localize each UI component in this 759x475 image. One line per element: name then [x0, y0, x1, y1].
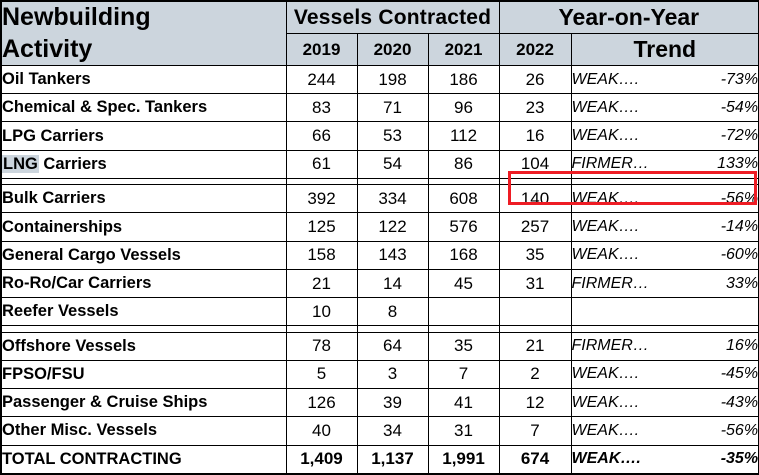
trend-word: FIRMER…	[571, 155, 649, 173]
cell-trend	[571, 389, 759, 417]
table-header	[1, 1, 759, 66]
cell-2019: 392	[286, 185, 357, 213]
cell-2021: 168	[428, 241, 499, 269]
total-2022: 674	[499, 445, 571, 474]
table-row[interactable]	[1, 241, 759, 269]
cell-2020: 64	[357, 332, 428, 360]
trend-pct: -54%	[720, 98, 759, 116]
table-row[interactable]	[1, 417, 759, 445]
cell-2021: 41	[428, 389, 499, 417]
cell-2022: 257	[499, 213, 571, 241]
table-row[interactable]	[1, 185, 759, 213]
cell-2020: 53	[357, 122, 428, 150]
cell-2020: 143	[357, 241, 428, 269]
table-body	[1, 66, 759, 475]
trend-word: WEAK….	[571, 98, 640, 116]
cell-2020: 8	[357, 298, 428, 326]
row-label: FPSO/FSU	[1, 360, 286, 388]
header-group-year-on-year: Year-on-Year	[499, 1, 759, 34]
cell-2021: 7	[428, 360, 499, 388]
total-2019: 1,409	[286, 445, 357, 474]
trend-word: WEAK….	[571, 218, 640, 236]
cell-2019: 125	[286, 213, 357, 241]
cell-2019: 5	[286, 360, 357, 388]
trend-word: WEAK….	[571, 127, 640, 145]
cell-trend	[571, 332, 759, 360]
cell-2021: 112	[428, 122, 499, 150]
cell-2020: 54	[357, 150, 428, 178]
trend-word: WEAK….	[571, 421, 640, 439]
trend-pct: 33%	[726, 274, 759, 292]
cell-2021: 45	[428, 269, 499, 297]
table-row-lng-carriers[interactable]	[1, 150, 759, 178]
trend-word: WEAK….	[571, 393, 640, 411]
trend-pct: -45%	[720, 365, 759, 383]
header-title-line1: Newbuilding	[2, 3, 151, 31]
header-title-line2: Activity	[2, 34, 93, 63]
trend-word: WEAK….	[571, 189, 640, 207]
cell-trend	[571, 150, 759, 178]
cell-2019: 244	[286, 66, 357, 94]
cell-2022: 23	[499, 94, 571, 122]
cell-2020: 198	[357, 66, 428, 94]
header-title	[1, 1, 286, 66]
cell-2019: 158	[286, 241, 357, 269]
cell-trend	[571, 360, 759, 388]
cell-2021: 96	[428, 94, 499, 122]
cell-2021: 31	[428, 417, 499, 445]
trend-word: WEAK….	[571, 365, 640, 383]
table-row[interactable]	[1, 94, 759, 122]
cell-trend	[571, 241, 759, 269]
trend-pct: 133%	[717, 155, 759, 173]
total-2020: 1,137	[357, 445, 428, 474]
table-row[interactable]	[1, 332, 759, 360]
row-label-total: TOTAL CONTRACTING	[1, 445, 286, 474]
cell-2020: 14	[357, 269, 428, 297]
cell-trend	[571, 417, 759, 445]
cell-2020: 3	[357, 360, 428, 388]
cell-2021: 576	[428, 213, 499, 241]
header-trend-label: Trend	[571, 34, 759, 66]
table-row[interactable]	[1, 389, 759, 417]
total-trend	[571, 445, 759, 474]
trend-word: WEAK….	[571, 246, 640, 264]
trend-pct: -14%	[720, 218, 759, 236]
trend-pct: -73%	[720, 70, 759, 88]
cell-trend	[571, 185, 759, 213]
trend-pct: -43%	[720, 393, 759, 411]
trend-pct: -56%	[720, 189, 759, 207]
cell-trend	[571, 94, 759, 122]
cell-2022: 140	[499, 185, 571, 213]
cell-2021: 35	[428, 332, 499, 360]
cell-2019: 126	[286, 389, 357, 417]
row-label: Oil Tankers	[1, 66, 286, 94]
cell-2019: 10	[286, 298, 357, 326]
row-label: Ro-Ro/Car Carriers	[1, 269, 286, 297]
table-row[interactable]	[1, 298, 759, 326]
cell-2022: 104	[499, 150, 571, 178]
trend-word: FIRMER…	[571, 274, 649, 292]
cell-2020: 122	[357, 213, 428, 241]
cell-trend	[571, 213, 759, 241]
cell-2019: 40	[286, 417, 357, 445]
row-label: General Cargo Vessels	[1, 241, 286, 269]
cell-2021: 608	[428, 185, 499, 213]
cell-2019: 78	[286, 332, 357, 360]
cell-trend	[571, 298, 759, 326]
trend-pct: 16%	[726, 337, 759, 355]
table-row[interactable]	[1, 360, 759, 388]
row-label-highlight: LNG	[3, 154, 38, 173]
row-label: Passenger & Cruise Ships	[1, 389, 286, 417]
cell-2021: 86	[428, 150, 499, 178]
table-row[interactable]	[1, 122, 759, 150]
header-year-2020: 2020	[357, 34, 428, 66]
cell-2019: 83	[286, 94, 357, 122]
trend-word: WEAK….	[571, 70, 640, 88]
header-year-2021: 2021	[428, 34, 499, 66]
cell-2019: 66	[286, 122, 357, 150]
trend-pct: -56%	[720, 421, 759, 439]
header-row-titles	[1, 1, 759, 34]
cell-2020: 34	[357, 417, 428, 445]
trend-pct: -60%	[720, 246, 759, 264]
header-year-2019: 2019	[286, 34, 357, 66]
cell-trend	[571, 66, 759, 94]
cell-2022: 26	[499, 66, 571, 94]
table-row[interactable]	[1, 66, 759, 94]
trend-word: FIRMER…	[571, 337, 649, 355]
row-label: Bulk Carriers	[1, 185, 286, 213]
row-label: Reefer Vessels	[1, 298, 286, 326]
table-row[interactable]	[1, 213, 759, 241]
row-label: Containerships	[1, 213, 286, 241]
cell-2022: 12	[499, 389, 571, 417]
header-year-2022: 2022	[499, 34, 571, 66]
cell-2022	[499, 298, 571, 326]
row-label: Chemical & Spec. Tankers	[1, 94, 286, 122]
row-label	[1, 150, 286, 178]
row-label: LPG Carriers	[1, 122, 286, 150]
trend-pct: -72%	[720, 127, 759, 145]
row-label: Offshore Vessels	[1, 332, 286, 360]
cell-2022: 16	[499, 122, 571, 150]
cell-trend	[571, 122, 759, 150]
cell-2022: 7	[499, 417, 571, 445]
cell-2022: 35	[499, 241, 571, 269]
cell-2019: 21	[286, 269, 357, 297]
total-2021: 1,991	[428, 445, 499, 474]
cell-2021	[428, 298, 499, 326]
cell-2022: 31	[499, 269, 571, 297]
cell-trend	[571, 269, 759, 297]
table-row[interactable]	[1, 269, 759, 297]
table-row-total[interactable]	[1, 445, 759, 474]
cell-2021: 186	[428, 66, 499, 94]
cell-2020: 334	[357, 185, 428, 213]
trend-pct: -35%	[720, 450, 759, 468]
cell-2020: 39	[357, 389, 428, 417]
header-group-vessels-contracted: Vessels Contracted	[286, 1, 499, 34]
cell-2019: 61	[286, 150, 357, 178]
trend-word: WEAK….	[571, 450, 641, 468]
cell-2022: 2	[499, 360, 571, 388]
row-label: Other Misc. Vessels	[1, 417, 286, 445]
cell-2022: 21	[499, 332, 571, 360]
row-label-rest: Carriers	[38, 154, 107, 173]
cell-2020: 71	[357, 94, 428, 122]
